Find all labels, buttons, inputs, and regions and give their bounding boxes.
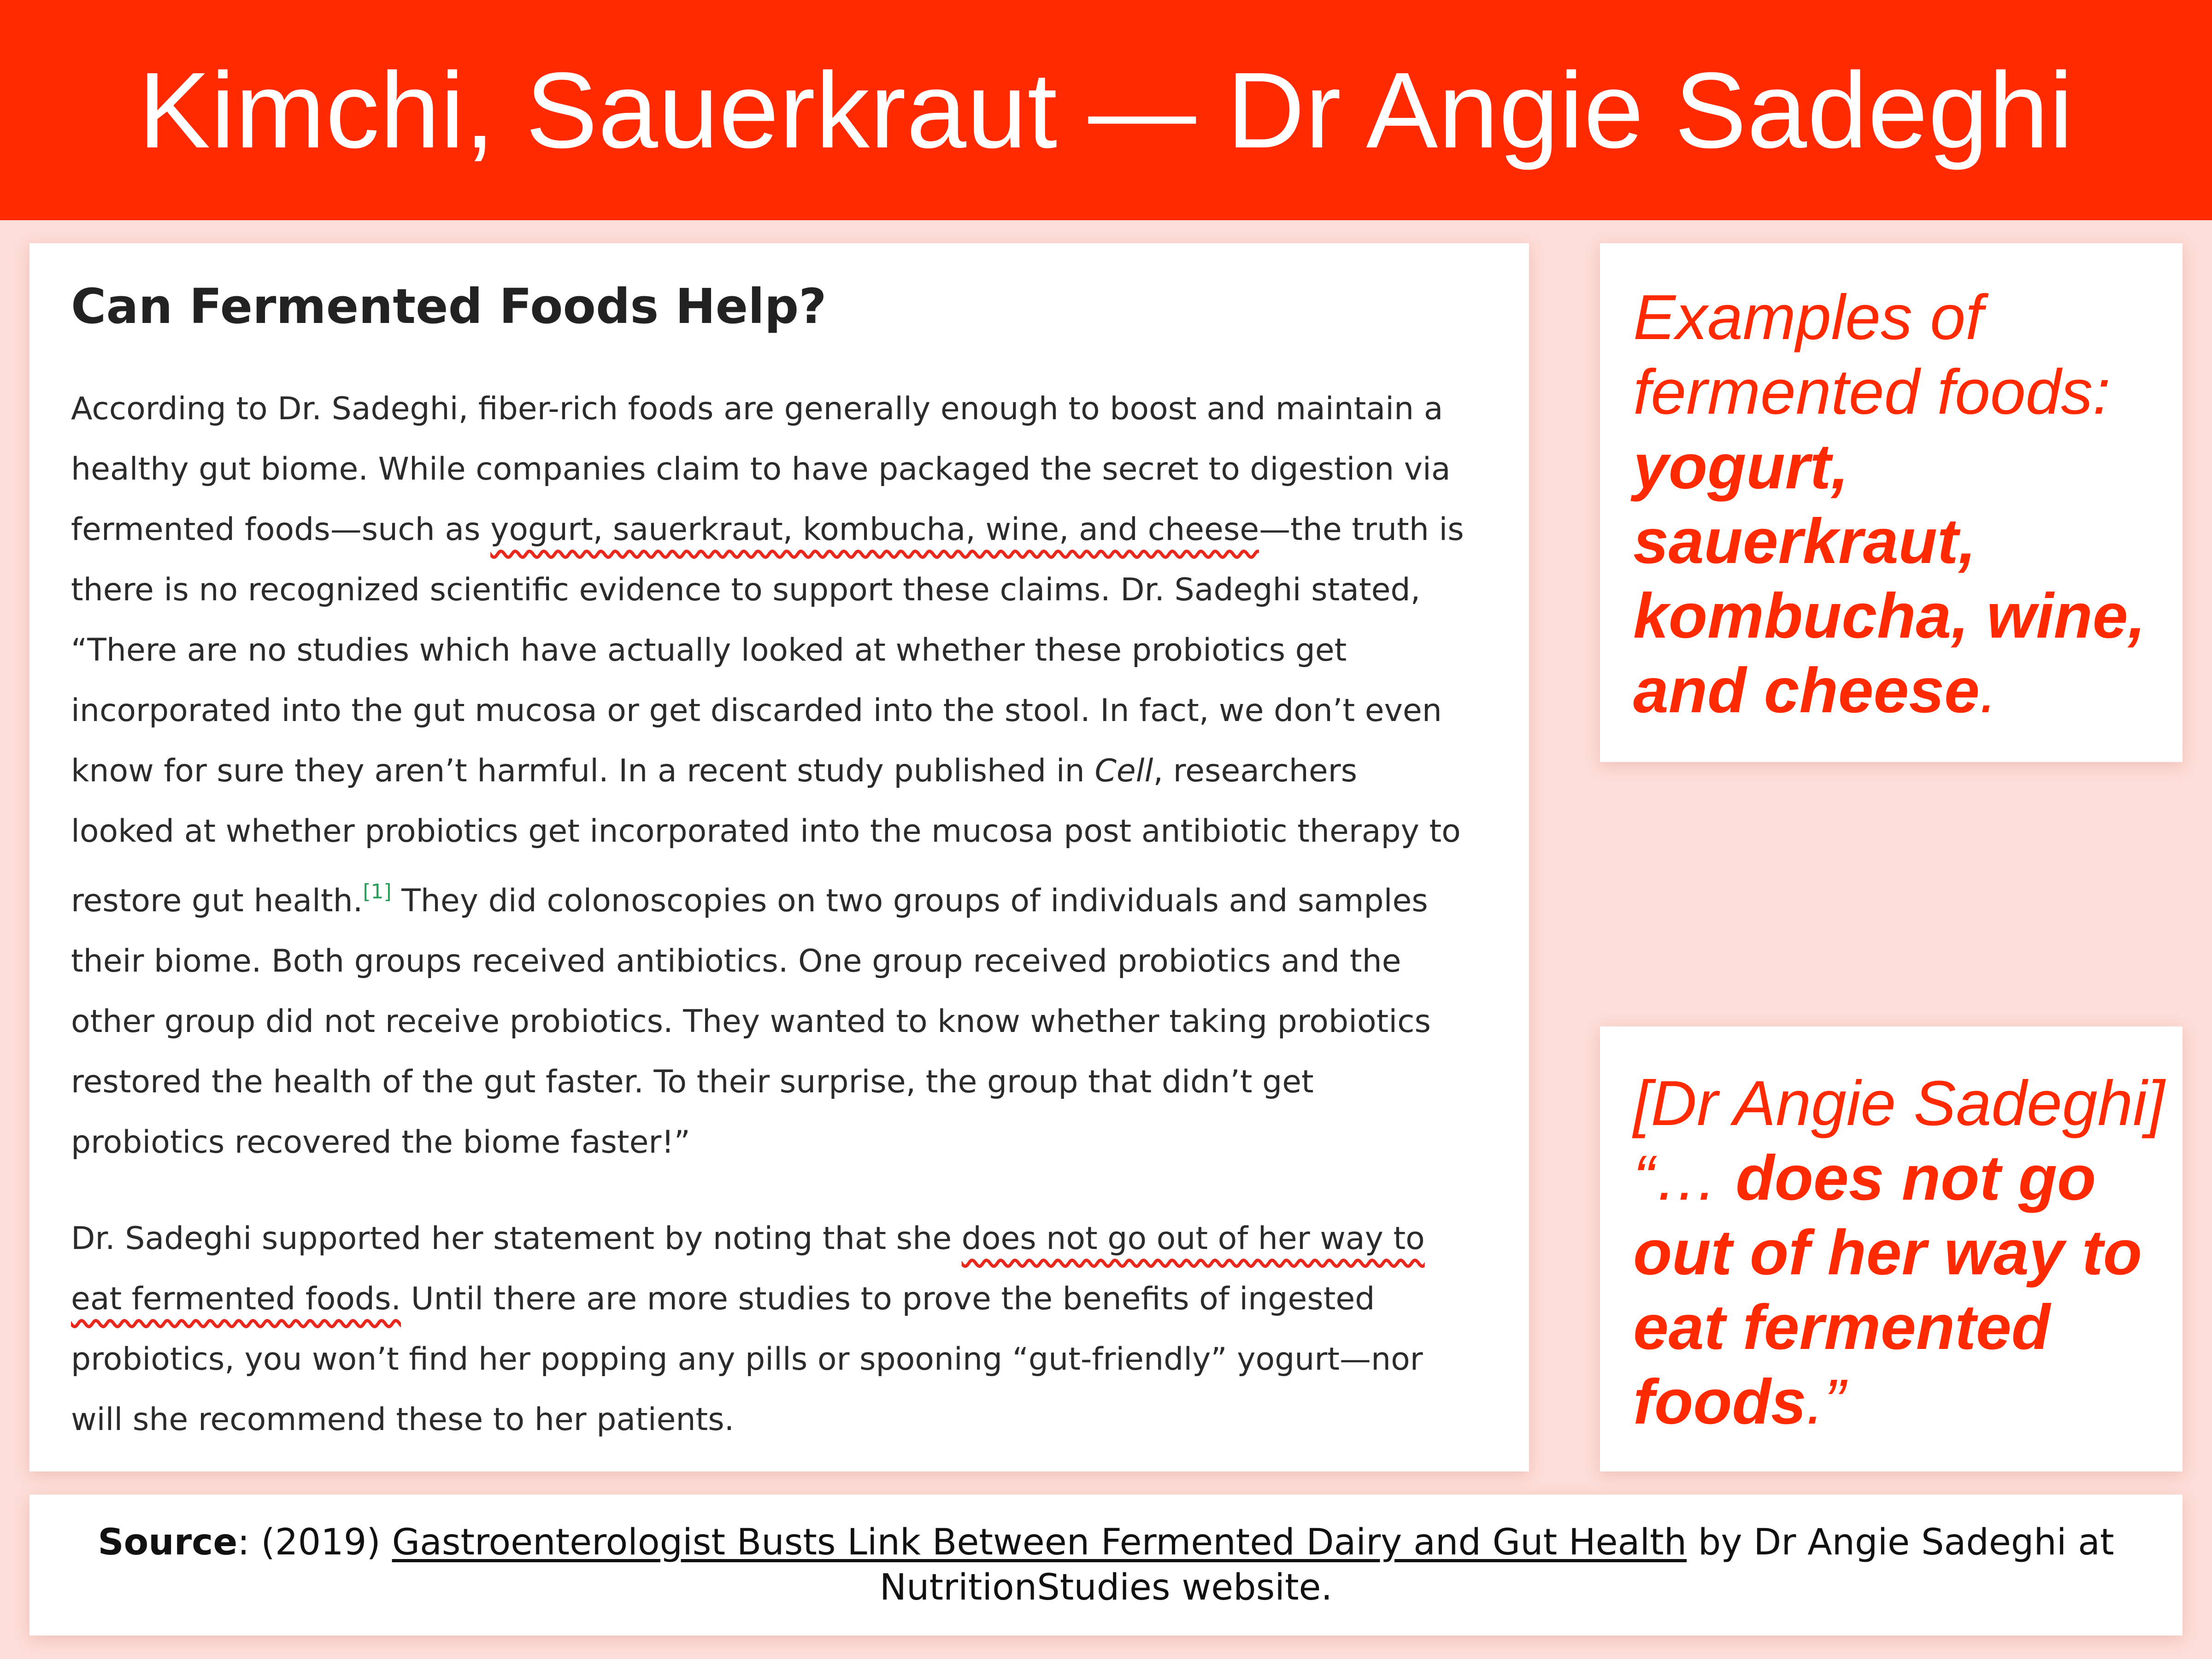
- highlighted-fermented-foods: yogurt, sauerkraut, kombucha, wine, and cheese: [490, 511, 1259, 548]
- text-line: incorporated into the gut mucosa or get discarded into the stool. In fact, we don’t even: [71, 692, 1442, 729]
- source-segment: : (2019): [237, 1522, 392, 1563]
- page-title: Kimchi, Sauerkraut — Dr Angie Sadeghi: [138, 50, 2074, 170]
- callout-line: yogurt,: [1633, 431, 1849, 502]
- text-line: their biome. Both groups received antibiotics. One group received probiotics and the: [71, 943, 1401, 980]
- callout-segment: foods: [1633, 1366, 1806, 1437]
- callout-line: [1633, 1365, 2163, 1439]
- source-footer: [29, 1495, 2183, 1636]
- text-line: will she recommend these to her patients.: [71, 1401, 735, 1438]
- article-paragraph-1: [71, 379, 1518, 1172]
- text-line: probiotics recovered the biome faster!”: [71, 1124, 690, 1161]
- callout-line: [Dr Angie Sadeghi]: [1633, 1068, 2165, 1139]
- source-segment: by Dr Angie Sadeghi at NutritionStudies website.: [879, 1522, 2114, 1608]
- text-line: healthy gut biome. While companies claim to have packaged the secret to digestion via: [71, 451, 1451, 488]
- text-line: restored the health of the gut faster. To their surprise, the group that didn’t get: [71, 1064, 1314, 1101]
- text-line: there is no recognized scientific evidence to support these claims. Dr. Sadeghi stated,: [71, 572, 1421, 609]
- text-segment: fermented foods—such as: [71, 511, 491, 548]
- callout-line: [1633, 1141, 2163, 1215]
- text-line: looked at whether probiotics get incorporated into the mucosa post antibiotic therapy to: [71, 813, 1461, 850]
- paragraph-gap: [71, 1172, 1518, 1208]
- text-segment: , researchers: [1153, 753, 1358, 790]
- callout-segment: “…: [1633, 1143, 1736, 1213]
- text-segment: Dr. Sadeghi supported her statement by noting that she: [71, 1220, 962, 1257]
- text-segment: They did colonoscopies on two groups of individuals and samples: [391, 883, 1428, 920]
- text-line: [71, 862, 1518, 931]
- callout-line: out of her way to: [1633, 1217, 2142, 1288]
- callout-segment: and cheese: [1633, 655, 1980, 726]
- callout-segment: .: [1979, 655, 1998, 726]
- callout-line: kombucha, wine,: [1633, 580, 2146, 651]
- text-line: [71, 499, 1518, 560]
- callout-line: [1633, 653, 2163, 728]
- article-excerpt: [29, 243, 1529, 1471]
- article-body: [71, 280, 1518, 1450]
- callout-line: Examples of: [1633, 282, 1983, 353]
- highlighted-quote: eat fermented foods.: [71, 1281, 401, 1318]
- text-line: According to Dr. Sadeghi, fiber-rich foods are generally enough to boost and maintain a: [71, 391, 1443, 428]
- source-label: Source: [98, 1522, 238, 1563]
- text-line: other group did not receive probiotics. They wanted to know whether taking probiotics: [71, 1003, 1431, 1040]
- source-citation: [65, 1520, 2147, 1610]
- text-line: “There are no studies which have actually looked at whether these probiotics get: [71, 632, 1347, 669]
- text-line: [71, 1269, 1518, 1329]
- text-line: [71, 741, 1518, 801]
- text-segment: know for sure they aren’t harmful. In a recent study published in: [71, 753, 1095, 790]
- callout-line: eat fermented: [1633, 1292, 2050, 1363]
- callout-quote: [1600, 1026, 2183, 1471]
- journal-name: Cell: [1094, 753, 1153, 790]
- text-line: probiotics, you won’t find her popping any pills or spooning “gut-friendly” yogurt—nor: [71, 1341, 1423, 1378]
- highlighted-quote: does not go out of her way to: [961, 1220, 1425, 1257]
- source-article-link[interactable]: Gastroenterologist Busts Link Between Fermented Dairy and Gut Health: [392, 1522, 1687, 1563]
- callout-segment: does not go: [1735, 1143, 2096, 1213]
- article-paragraph-2: [71, 1208, 1518, 1450]
- text-segment: Until there are more studies to prove the benefits of ingested: [401, 1281, 1375, 1318]
- callout-examples-text: [1633, 280, 2163, 728]
- callout-line: fermented foods:: [1633, 357, 2111, 428]
- text-segment: —the truth is: [1259, 511, 1464, 548]
- title-banner: [0, 0, 2212, 220]
- callout-quote-text: [1633, 1066, 2163, 1439]
- text-segment: restore gut health.: [71, 883, 363, 920]
- callout-segment: .”: [1806, 1366, 1845, 1437]
- callout-examples: [1600, 243, 2183, 762]
- text-line: [71, 1208, 1518, 1269]
- callout-line: sauerkraut,: [1633, 506, 1977, 577]
- citation-link[interactable]: [1]: [363, 880, 392, 904]
- article-heading: Can Fermented Foods Help?: [71, 278, 827, 334]
